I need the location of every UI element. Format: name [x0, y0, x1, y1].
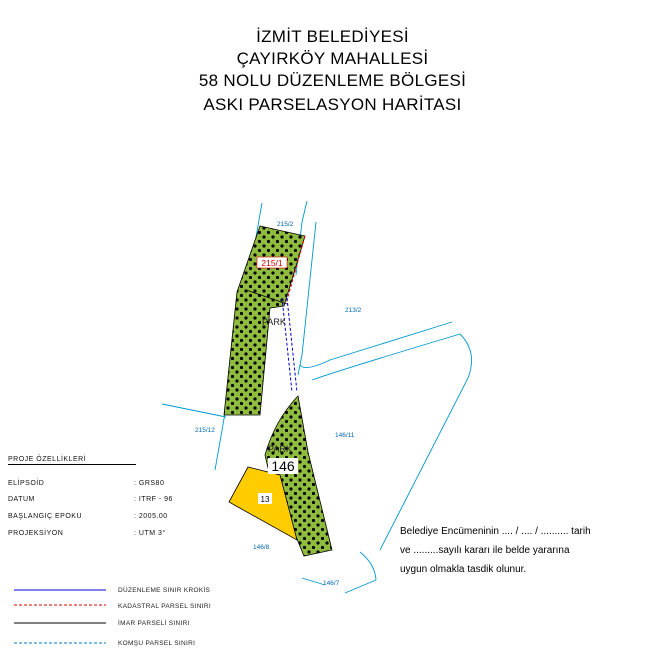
projection-value: : GRS80 [134, 480, 165, 487]
approval-line-3: uygun olmakla tasdik olunur. [400, 564, 527, 575]
label-215-2: 215/2 [277, 221, 294, 228]
label-park-south: PARK [268, 444, 292, 454]
projection-value: : ITRF - 96 [134, 496, 173, 503]
title-line-1: İZMİT BELEDİYESİ [256, 27, 409, 46]
legend-label-neighbour: KOMŞU PARSEL SINIRI [118, 640, 196, 647]
projection-row [8, 496, 208, 506]
legend-label-regulation: DÜZENLEME SINIR KROKİS [118, 587, 211, 594]
legend-label-cadastral: KADASTRAL PARSEL SINIRI [118, 603, 211, 610]
legend-lines [14, 590, 106, 643]
boundary-146-11 [312, 334, 472, 550]
title-line-2: ÇAYIRKÖY MAHALLESİ [236, 49, 429, 68]
label-215-1: 215/1 [261, 258, 283, 268]
title-line-3: 58 NOLU DÜZENLEME BÖLGESİ [198, 71, 467, 90]
label-215-12: 215/12 [195, 427, 215, 434]
label-213-2: 213/2 [345, 307, 362, 314]
projection-key: BAŞLANGIÇ EPOKU [8, 513, 83, 520]
approval-line-1: Belediye Encümeninin .... / .... / .......... tarih [400, 526, 591, 537]
boundary-146-8 [302, 578, 325, 585]
label-146-7: 146/7 [323, 580, 340, 587]
projection-row [8, 530, 208, 540]
projection-value: : UTM 3° [134, 530, 166, 537]
regulation-boundary-b [287, 298, 297, 392]
projection-key: ELİPSOİD [8, 480, 45, 487]
label-park-north: PARK [262, 317, 286, 327]
title-line-4: ASKI PARSELASYON HARİTASI [203, 95, 462, 114]
projection-value: : 2005.00 [134, 513, 168, 520]
boundary-146-7 [345, 552, 376, 593]
label-146-8: 146/8 [253, 544, 270, 551]
projection-heading: PROJE ÖZELLİKLERİ [8, 456, 136, 465]
label-146-11: 146/11 [335, 432, 355, 439]
projection-key: PROJEKSİYON [8, 530, 64, 537]
legend-label-zoning: İMAR PARSELİ SINIRI [118, 620, 190, 627]
projection-row [8, 513, 208, 523]
projection-key: DATUM [8, 496, 35, 503]
projection-row [8, 480, 208, 490]
regulation-boundary-a [282, 298, 292, 392]
approval-line-2: ve .........sayılı kararı ile belde yararına [400, 545, 570, 556]
approval-note [400, 522, 662, 579]
label-block-146: 146 [271, 458, 295, 474]
road-edge-east [300, 322, 452, 368]
label-parcel-13: 13 [260, 495, 270, 504]
projection-properties [8, 456, 208, 537]
boundary-215-12 [162, 404, 226, 417]
